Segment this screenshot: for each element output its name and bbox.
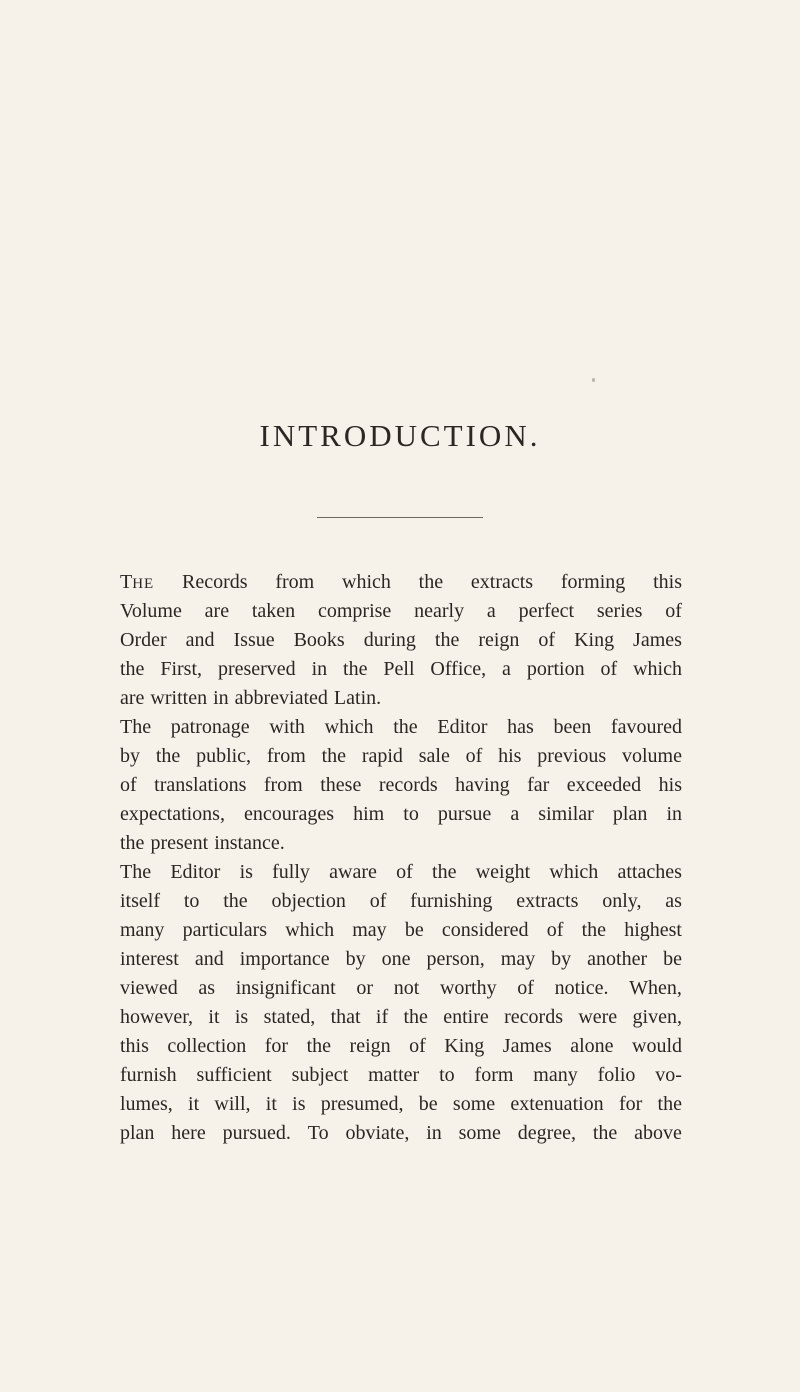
word: aware: [329, 861, 377, 883]
word: records: [504, 1006, 563, 1028]
word: the: [657, 1093, 682, 1115]
text-line: [120, 626, 682, 655]
word: records: [378, 774, 438, 796]
word: notice.: [554, 977, 609, 999]
word: James: [502, 1035, 552, 1057]
text-line: [120, 1119, 682, 1148]
word: entire: [443, 1006, 489, 1028]
word: by: [551, 948, 572, 970]
word: encourages: [244, 803, 334, 825]
word: attaches: [617, 861, 682, 883]
word: are: [120, 687, 145, 709]
word: as: [665, 890, 682, 912]
word: as: [198, 977, 216, 999]
word: may: [352, 919, 387, 941]
word: been: [553, 716, 592, 738]
word: insignificant: [235, 977, 336, 999]
word: from: [266, 745, 306, 767]
text-line: [120, 887, 682, 916]
word: may: [500, 948, 536, 970]
text-line: [120, 1032, 682, 1061]
word: his: [498, 745, 522, 767]
word: from: [275, 571, 315, 593]
word: and: [194, 948, 224, 970]
word: or: [356, 977, 374, 999]
word: Pell: [383, 658, 415, 680]
word: to: [439, 1064, 455, 1086]
word: Editor: [437, 716, 488, 738]
word: importance: [239, 948, 330, 970]
word: it: [188, 1093, 200, 1115]
word: considered: [441, 919, 529, 941]
word: degree,: [517, 1122, 576, 1144]
word: Records: [182, 571, 248, 593]
word: The: [120, 716, 152, 738]
text-line: [120, 1090, 682, 1119]
word: obviate,: [345, 1122, 410, 1144]
word: plan: [120, 1122, 155, 1144]
word: the: [581, 919, 607, 941]
word: which: [324, 716, 374, 738]
word: First,: [160, 658, 203, 680]
word: stated,: [263, 1006, 316, 1028]
word: of: [600, 658, 618, 680]
word: the: [321, 745, 347, 767]
word: the: [418, 571, 444, 593]
word: the: [434, 629, 460, 651]
word: public,: [196, 745, 252, 767]
word: which: [285, 919, 335, 941]
word: this: [653, 571, 682, 593]
word: When,: [629, 977, 682, 999]
word: portion: [526, 658, 585, 680]
word: above: [634, 1122, 682, 1144]
text-line: [120, 945, 682, 974]
page-title: INTRODUCTION.: [259, 418, 541, 453]
word: the: [306, 1035, 332, 1057]
word: were: [578, 1006, 618, 1028]
word: Volume: [120, 600, 182, 622]
word: extracts: [470, 571, 534, 593]
text-line: [120, 655, 682, 684]
print-speck: [592, 378, 595, 382]
text-line: [120, 974, 682, 1003]
text-line: [120, 568, 682, 597]
word: matter: [368, 1064, 420, 1086]
word: sale: [418, 745, 450, 767]
word: of: [409, 1035, 426, 1057]
word: if: [375, 1006, 389, 1028]
word: given,: [632, 1006, 682, 1028]
word: the: [223, 890, 248, 912]
word: in: [311, 658, 328, 680]
word: particulars: [182, 919, 268, 941]
word: that: [330, 1006, 361, 1028]
word: by: [120, 745, 140, 767]
word: during: [363, 629, 416, 651]
word: alone: [570, 1035, 614, 1057]
word: favoured: [610, 716, 682, 738]
word: some: [452, 1093, 496, 1115]
word: Latin.: [333, 687, 382, 709]
word: similar: [538, 803, 594, 825]
word: volume: [621, 745, 682, 767]
word: not: [393, 977, 420, 999]
word: be: [404, 919, 424, 941]
word: only,: [602, 890, 642, 912]
word: To: [307, 1122, 329, 1144]
word: preserved: [217, 658, 296, 680]
word: and: [185, 629, 215, 651]
word: perfect: [518, 600, 575, 622]
title-divider: [317, 517, 483, 518]
word: in: [666, 803, 682, 825]
opening-word-rest: HE: [132, 576, 155, 592]
word: weight: [475, 861, 531, 883]
word: reign: [478, 629, 520, 651]
word: written: [150, 687, 208, 709]
word: in: [213, 687, 229, 709]
word: sufficient: [196, 1064, 272, 1086]
word: exceeded: [566, 774, 642, 796]
word: which: [633, 658, 682, 680]
word: taken: [251, 600, 296, 622]
word: furnish: [120, 1064, 177, 1086]
word: it: [208, 1006, 220, 1028]
word: King: [444, 1035, 485, 1057]
word: of: [465, 745, 483, 767]
opening-word-initial: T: [120, 571, 133, 593]
word: pursued.: [222, 1122, 291, 1144]
word: one: [381, 948, 411, 970]
text-line: [120, 800, 682, 829]
word: itself: [120, 890, 160, 912]
word: Books: [293, 629, 345, 651]
word: worthy: [439, 977, 497, 999]
word: many: [120, 919, 165, 941]
word: which: [549, 861, 599, 883]
word: instance.: [214, 832, 285, 854]
word: furnishing: [410, 890, 493, 912]
word: series: [596, 600, 643, 622]
word: with: [269, 716, 305, 738]
word: would: [632, 1035, 682, 1057]
word: some: [458, 1122, 501, 1144]
word: pursue: [437, 803, 492, 825]
word: plan: [612, 803, 648, 825]
word: King: [574, 629, 615, 651]
text-line: [120, 1061, 682, 1090]
word: of: [538, 629, 556, 651]
word: however,: [120, 1006, 194, 1028]
word: the: [393, 716, 418, 738]
word: the: [592, 1122, 618, 1144]
word: the: [403, 1006, 428, 1028]
word: be: [663, 948, 682, 970]
text-line: [120, 597, 682, 626]
word: form: [474, 1064, 514, 1086]
word: previous: [537, 745, 607, 767]
text-line: [120, 858, 682, 887]
word: person,: [426, 948, 485, 970]
word: of: [517, 977, 534, 999]
word: collection: [167, 1035, 247, 1057]
text-line: [120, 771, 682, 800]
word: Editor: [170, 861, 221, 883]
word: having: [455, 774, 510, 796]
word: abbreviated: [234, 687, 328, 709]
text-line: [120, 742, 682, 771]
word: comprise: [317, 600, 392, 622]
word: another: [587, 948, 648, 970]
text-line: [120, 916, 682, 945]
word: expectations,: [120, 803, 225, 825]
text-line: [120, 713, 682, 742]
word: is: [292, 1093, 306, 1115]
word: of: [665, 600, 682, 622]
word: the: [120, 658, 145, 680]
word: of: [120, 774, 137, 796]
word: translations: [154, 774, 247, 796]
text-line: [120, 1003, 682, 1032]
word: Office,: [430, 658, 487, 680]
word: Issue: [233, 629, 275, 651]
word: patronage: [170, 716, 250, 738]
word: by: [345, 948, 366, 970]
word: has: [507, 716, 534, 738]
word: from: [263, 774, 303, 796]
word: vo-: [655, 1064, 682, 1086]
word: a: [510, 803, 520, 825]
word: for: [264, 1035, 289, 1057]
word: this: [120, 1035, 149, 1057]
word: forming: [560, 571, 626, 593]
word: extracts: [516, 890, 579, 912]
word: a: [486, 600, 496, 622]
word: to: [403, 803, 419, 825]
word: his: [658, 774, 682, 796]
word: be: [418, 1093, 438, 1115]
word: lumes,: [120, 1093, 173, 1115]
word: him: [353, 803, 385, 825]
word: folio: [597, 1064, 636, 1086]
word: of: [396, 861, 413, 883]
word: Order: [120, 629, 167, 651]
word: viewed: [120, 977, 178, 999]
word: will,: [214, 1093, 251, 1115]
word: The: [120, 861, 152, 883]
word: extenuation: [510, 1093, 604, 1115]
word: nearly: [414, 600, 465, 622]
word: objection: [271, 890, 346, 912]
word: are: [204, 600, 230, 622]
text-line: [120, 829, 682, 858]
word: highest: [624, 919, 682, 941]
word: James: [633, 629, 682, 651]
word: present: [150, 832, 209, 854]
word: a: [502, 658, 511, 680]
word: fully: [272, 861, 310, 883]
word: subject: [291, 1064, 349, 1086]
introduction-text: [120, 568, 682, 1148]
opening-word: [120, 568, 154, 597]
word: which: [342, 571, 391, 593]
word: the: [155, 745, 181, 767]
word: presumed,: [320, 1093, 404, 1115]
word: for: [618, 1093, 643, 1115]
word: the: [343, 658, 368, 680]
text-line: [120, 684, 682, 713]
word: rapid: [361, 745, 403, 767]
word: is: [234, 1006, 249, 1028]
word: of: [546, 919, 564, 941]
word: here: [171, 1122, 206, 1144]
word: is: [239, 861, 253, 883]
word: reign: [349, 1035, 391, 1057]
word: the: [120, 832, 145, 854]
word: interest: [120, 948, 179, 970]
word: many: [533, 1064, 578, 1086]
word: of: [369, 890, 387, 912]
word: it: [265, 1093, 277, 1115]
word: far: [527, 774, 550, 796]
word: in: [426, 1122, 442, 1144]
word: to: [183, 890, 200, 912]
word: these: [320, 774, 362, 796]
word: the: [432, 861, 457, 883]
